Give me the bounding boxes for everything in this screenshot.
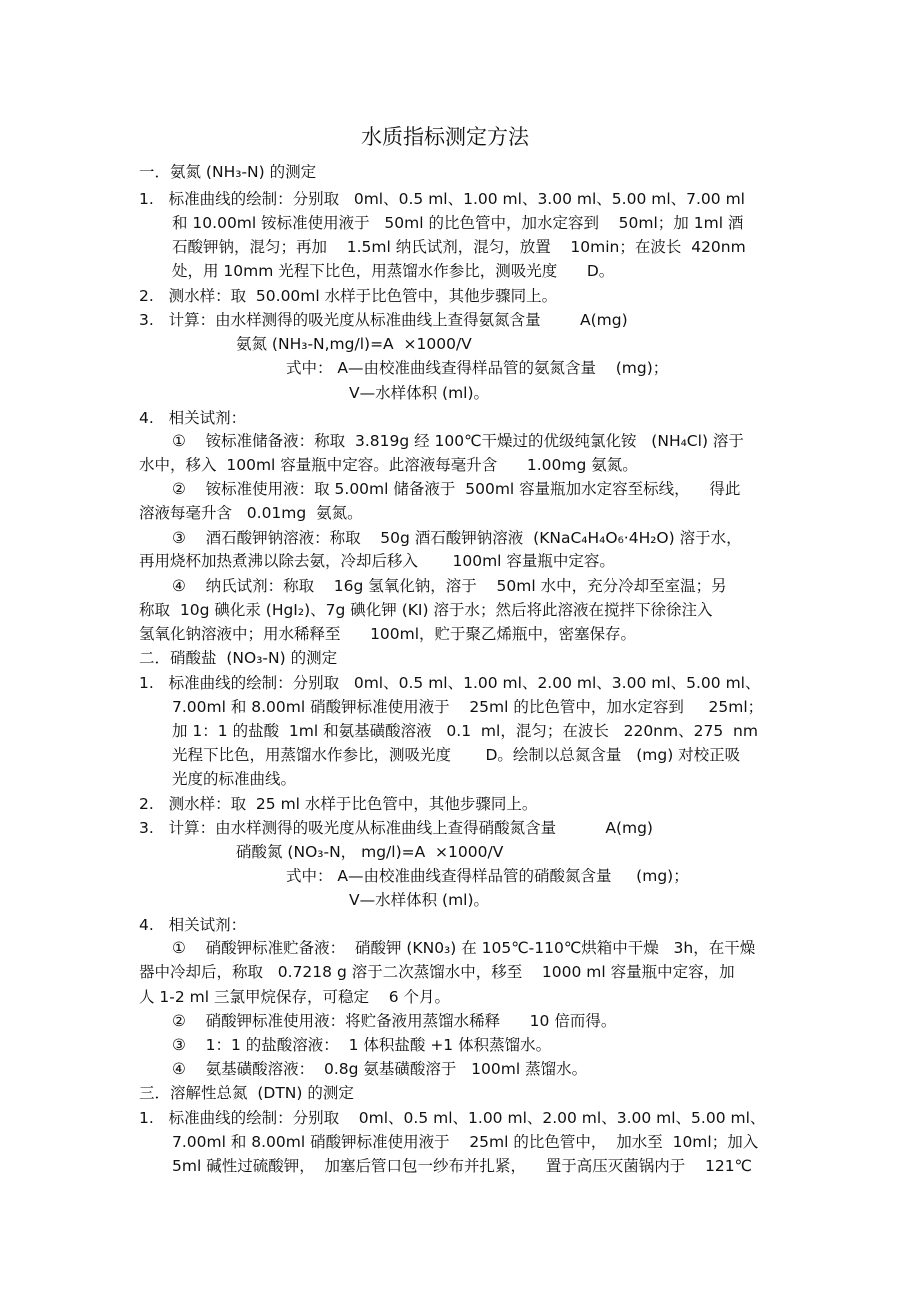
section-heading: 二．硝酸盐 (NO₃-N) 的测定 <box>139 649 338 667</box>
section-heading: 三．溶解性总氮 (DTN) 的测定 <box>139 1084 354 1102</box>
text-line: 2. 测水样：取 50.00ml 水样于比色管中，其他步骤同上。 <box>139 287 558 305</box>
text-line: 7.00ml 和 8.00ml 硝酸钾标准使用液于 25ml 的比色管中， 加水至 10ml；加入 <box>172 1133 759 1151</box>
text-line: 光度的标准曲线。 <box>172 770 297 788</box>
text-line: 1. 标准曲线的绘制：分别取 0ml、0.5 ml、1.00 ml、2.00 ml、3.00 ml、5.00 ml、 <box>139 674 761 692</box>
text-line: 3. 计算：由水样测得的吸光度从标准曲线上查得氨氮含量 A(mg) <box>139 311 628 329</box>
text-line: 人 1-2 ml 三氯甲烷保存，可稳定 6 个月。 <box>139 988 451 1006</box>
text-line: 4. 相关试剂： <box>139 916 247 934</box>
text-line: 再用烧杯加热煮沸以除去氨，冷却后移入 100ml 容量瓶中定容。 <box>139 552 615 570</box>
text-line: 5ml 碱性过硫酸钾， 加塞后管口包一纱布并扎紧， 置于高压灭菌锅内于 121℃ <box>172 1157 752 1175</box>
text-line: 1. 标准曲线的绘制：分别取 0ml、0.5 ml、1.00 ml、2.00 ml、3.00 ml、5.00 ml、 <box>139 1109 766 1127</box>
text-line: 1. 标准曲线的绘制：分别取 0ml、0.5 ml、1.00 ml、3.00 ml、5.00 ml、7.00 ml <box>139 190 745 208</box>
text-line: 和 10.00ml 铵标准使用液于 50ml 的比色管中，加水定容到 50ml；加 1ml 酒 <box>172 214 744 232</box>
text-line: ④ 氨基磺酸溶液： 0.8g 氨基磺酸溶于 100ml 蒸馏水。 <box>172 1060 588 1078</box>
text-line: 处，用 10mm 光程下比色，用蒸馏水作参比，测吸光度 D。 <box>172 262 615 280</box>
text-line: 水中，移入 100ml 容量瓶中定容。此溶液每毫升含 1.00mg 氨氮。 <box>139 456 638 474</box>
text-line: 7.00ml 和 8.00ml 硝酸钾标准使用液于 25ml 的比色管中，加水定容到 25ml； <box>172 698 764 716</box>
formula-note: V—水样体积 (ml)。 <box>349 384 490 402</box>
text-line: 4. 相关试剂： <box>139 409 247 427</box>
document-title: 水质指标测定方法 <box>361 125 529 149</box>
text-line: ② 铵标准使用液：取 5.00ml 储备液于 500ml 容量瓶加水定容至标线， 得此 <box>172 480 741 498</box>
text-line: ④ 纳氏试剂：称取 16g 氢氧化钠，溶于 50ml 水中，充分冷却至室温；另 <box>172 577 727 595</box>
formula-note: 式中： A—由校准曲线查得样品管的氨氮含量 (mg)； <box>286 359 669 377</box>
section-heading: 一．氨氮 (NH₃-N) 的测定 <box>139 163 317 181</box>
text-line: ③ 1：1 的盐酸溶液： 1 体积盐酸 +1 体积蒸馏水。 <box>172 1036 552 1054</box>
text-line: 石酸钾钠，混匀；再加 1.5ml 纳氏试剂，混匀，放置 10min；在波长 420nm <box>172 238 746 256</box>
text-line: ① 铵标准储备液：称取 3.819g 经 100℃干燥过的优级纯氯化铵 (NH₄Cl) 溶于 <box>172 432 744 450</box>
formula-note: 式中： A—由校准曲线查得样品管的硝酸氮含量 (mg)； <box>286 867 689 885</box>
text-line: ② 硝酸钾标准使用液：将贮备液用蒸馏水稀释 10 倍而得。 <box>172 1012 617 1030</box>
text-line: ① 硝酸钾标准贮备液： 硝酸钾 (KN0₃) 在 105℃-110℃烘箱中干燥 3h，在干燥 <box>172 939 756 957</box>
text-line: 加 1：1 的盐酸 1ml 和氨基磺酸溶液 0.1 ml，混匀；在波长 220nm、275 nm <box>172 722 758 740</box>
formula-line: 氨氮 (NH₃-N,mg/l)=A ×1000/V <box>236 335 472 353</box>
text-line: ③ 酒石酸钾钠溶液：称取 50g 酒石酸钾钠溶液 (KNaC₄H₄O₆·4H₂O) 溶于水， <box>172 529 742 547</box>
text-line: 溶液每毫升含 0.01mg 氨氮。 <box>139 504 363 522</box>
formula-note: V—水样体积 (ml)。 <box>349 891 490 909</box>
text-line: 器中冷却后，称取 0.7218 g 溶于二次蒸馏水中，移至 1000 ml 容量瓶中定容，加 <box>139 963 735 981</box>
text-line: 称取 10g 碘化汞 (HgI₂)、7g 碘化钾 (KI) 溶于水；然后将此溶液在搅拌下徐徐注入 <box>139 601 713 619</box>
text-line: 2. 测水样：取 25 ml 水样于比色管中，其他步骤同上。 <box>139 795 538 813</box>
formula-line: 硝酸氮 (NO₃-N， mg/l)=A ×1000/V <box>236 843 504 861</box>
text-line: 光程下比色，用蒸馏水作参比，测吸光度 D。绘制以总氮含量 (mg) 对校正吸 <box>172 746 741 764</box>
text-line: 氢氧化钠溶液中；用水稀释至 100ml，贮于聚乙烯瓶中，密塞保存。 <box>139 625 637 643</box>
text-line: 3. 计算：由水样测得的吸光度从标准曲线上查得硝酸氮含量 A(mg) <box>139 819 653 837</box>
